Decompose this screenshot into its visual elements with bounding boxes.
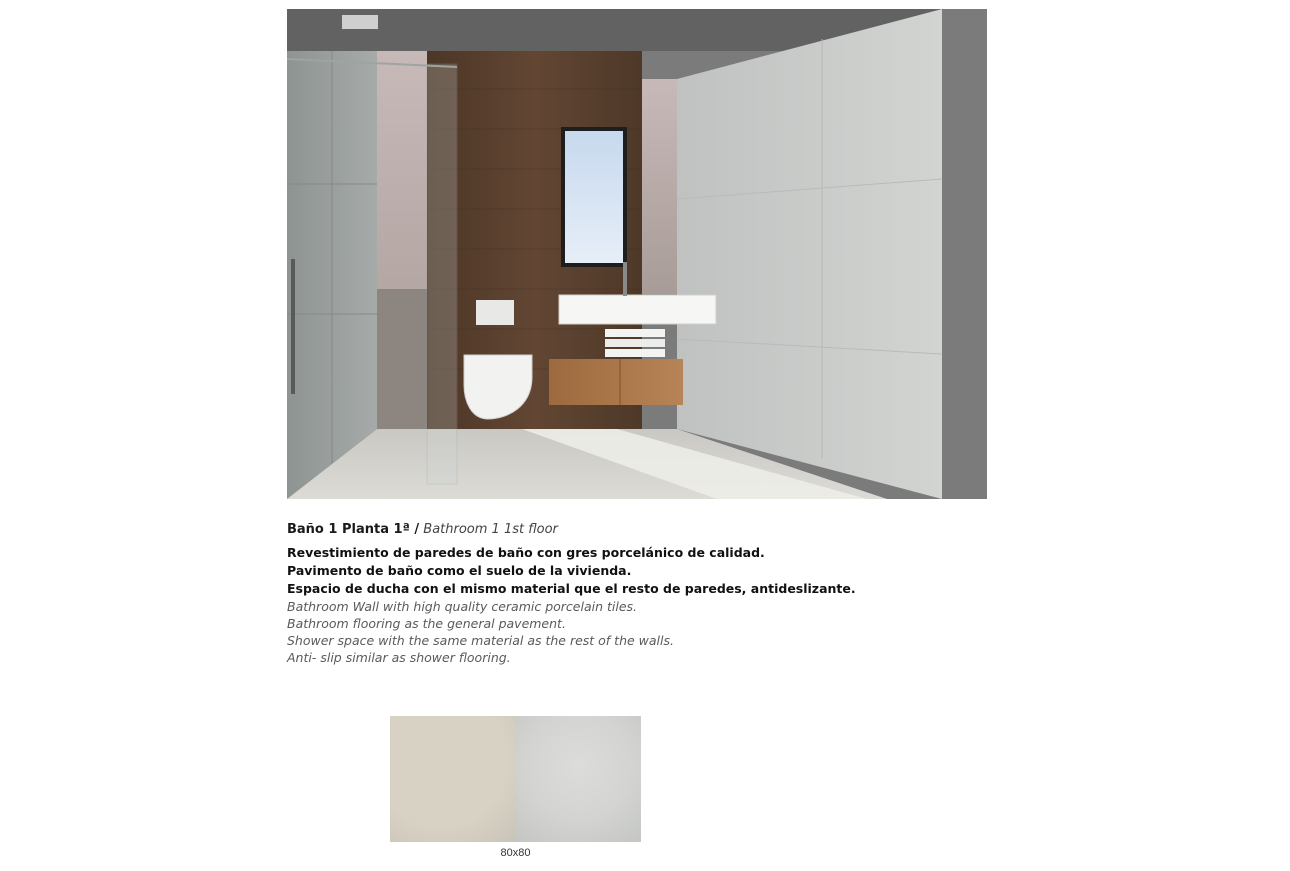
description-en-line-3: Shower space with the same material as the rest of the walls. [287,633,674,648]
description-es-line-3: Espacio de ducha con el mismo material que el resto de paredes, antideslizante. [287,581,856,596]
description-en-line-2: Bathroom flooring as the general pavement. [287,616,566,631]
caption-title [287,521,1047,538]
caption-block [287,521,1047,666]
caption-title-es: Baño 1 Planta 1ª / [287,522,420,537]
description-es-line-1: Revestimiento de paredes de baño con gres porcelánico de calidad. [287,545,765,560]
description-es-line-2: Pavimento de baño como el suelo de la vivienda. [287,563,632,578]
tile-swatch-beige [390,716,516,842]
tile-size-label: 80x80 [500,847,531,859]
description-en-line-4: Anti- slip similar as shower flooring. [287,650,511,665]
caption-title-en: Bathroom 1 1st floor [423,522,558,537]
tile-swatch-grey [516,716,641,842]
bathroom-render-illustration [287,9,987,499]
tile-swatches [390,716,641,842]
description-en-line-1: Bathroom Wall with high quality ceramic porcelain tiles. [287,599,638,614]
bathroom-render-image [287,9,987,499]
